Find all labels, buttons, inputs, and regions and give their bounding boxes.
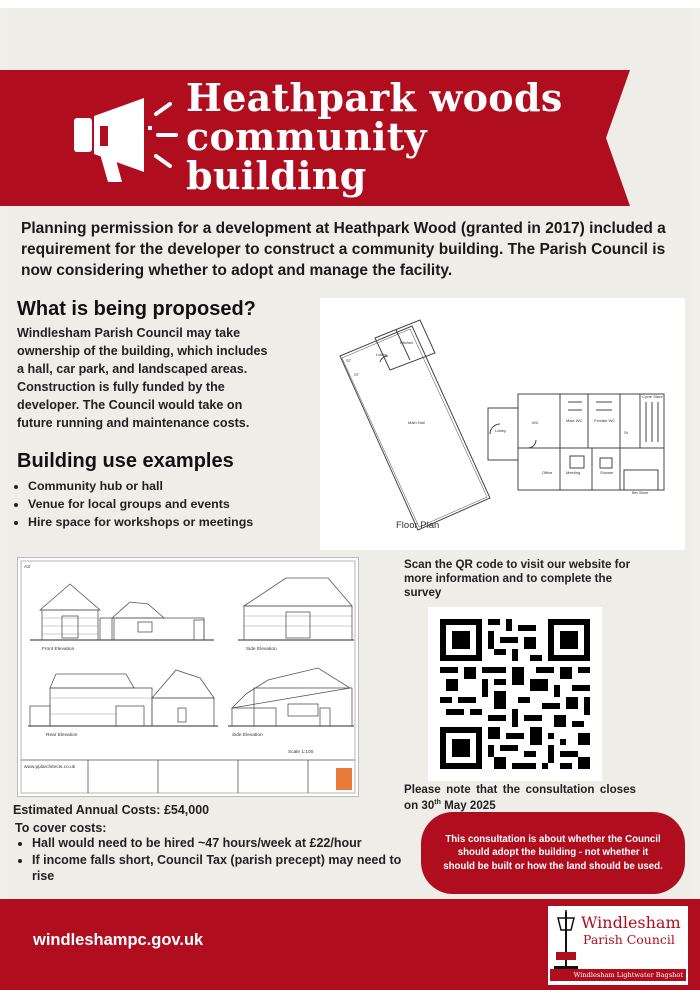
title-line-3: building bbox=[186, 153, 367, 198]
title-line-2: community bbox=[186, 114, 427, 159]
cover-costs-heading: To cover costs: bbox=[15, 821, 107, 835]
list-item: • Hall would need to be hired ~47 hours/week at £22/hour bbox=[32, 835, 417, 852]
floor-plan-label: Floor Plan bbox=[396, 520, 440, 531]
proposed-heading: What is being proposed? bbox=[17, 298, 256, 320]
lamp-post-icon bbox=[550, 908, 582, 972]
elevation-label: Side Elevation bbox=[246, 647, 277, 652]
annual-costs: Estimated Annual Costs: £54,000 bbox=[13, 803, 210, 817]
elevations-drawing bbox=[18, 558, 358, 796]
logo-text: Windlesham Parish Council bbox=[581, 913, 681, 947]
list-item: • Community hub or hall bbox=[28, 477, 318, 495]
uses-list bbox=[12, 477, 318, 531]
room-label: Kitchen bbox=[400, 340, 414, 345]
elevations-image bbox=[17, 557, 359, 797]
website-link[interactable]: windleshampc.gov.uk bbox=[33, 931, 204, 949]
room-label: Office bbox=[542, 470, 553, 475]
room-label: Male WC bbox=[566, 418, 583, 423]
room-label: Lobby bbox=[376, 352, 387, 357]
elevation-label: Front Elevation bbox=[42, 647, 75, 652]
room-label: St bbox=[624, 430, 628, 435]
room-label: ST bbox=[354, 372, 360, 377]
scale-label: Scale 1:100 bbox=[288, 750, 314, 755]
council-logo bbox=[548, 906, 688, 985]
sheet-label: A3 bbox=[24, 565, 30, 570]
proposed-text: Windlesham Parish Council may take ownership of the building, which includes a hall, car park, and landscaped areas. Construction is fully funded by the developer. The Council would take on future running and maintenance costs. bbox=[17, 326, 268, 430]
page-title bbox=[186, 75, 606, 198]
elevation-label: Side Elevation bbox=[232, 733, 263, 738]
room-label: ST bbox=[346, 358, 352, 363]
top-strip bbox=[0, 0, 700, 8]
floor-plan-drawing bbox=[320, 298, 685, 550]
qr-instructions: Scan the QR code to visit our website for more information and to complete the survey bbox=[404, 558, 631, 599]
elevation-label: Rear Elevation bbox=[46, 733, 78, 738]
consultation-scope-box bbox=[421, 812, 685, 894]
room-label: Shower bbox=[600, 470, 614, 475]
footer bbox=[0, 899, 700, 990]
architect-website: www.pplarchitects.co.uk bbox=[24, 765, 76, 770]
qr-code-graphic bbox=[428, 607, 602, 781]
list-item: • If income falls short, Council Tax (parish precept) may need to rise bbox=[32, 852, 417, 885]
room-label: Female WC bbox=[594, 418, 616, 423]
consultation-scope-text: This consultation is about whether the Council should adopt the building - not whether it should be built or how the land should be used. bbox=[443, 833, 663, 872]
list-item: • Hire space for workshops or meetings bbox=[28, 513, 318, 531]
qr-code[interactable] bbox=[428, 607, 602, 781]
list-item: • Venue for local groups and events bbox=[28, 495, 318, 513]
costs-list bbox=[16, 835, 417, 885]
room-label: Bin Store bbox=[632, 490, 649, 495]
room-label: Main Hall bbox=[408, 420, 425, 425]
uses-heading: Building use examples bbox=[17, 450, 234, 472]
room-label: Lobby bbox=[495, 428, 506, 433]
floor-plan-image bbox=[320, 298, 685, 550]
room-label: Meeting bbox=[566, 470, 581, 475]
megaphone-icon bbox=[70, 96, 180, 191]
intro-paragraph: Planning permission for a development at Heathpark Wood (granted in 2017) included a requirement for the developer to construct a community building. The Parish Council is now considering whether to adopt and manage the facility. bbox=[21, 220, 666, 279]
consultation-deadline: Please note that the consultation closes on 30th May 2025 bbox=[404, 783, 636, 812]
title-line-1: Heathpark woods bbox=[186, 75, 563, 120]
room-label: WC bbox=[532, 420, 539, 425]
room-label: Cycle Store bbox=[642, 394, 663, 399]
logo-strip: Windlesham Lightwater Bagshot bbox=[550, 969, 686, 981]
